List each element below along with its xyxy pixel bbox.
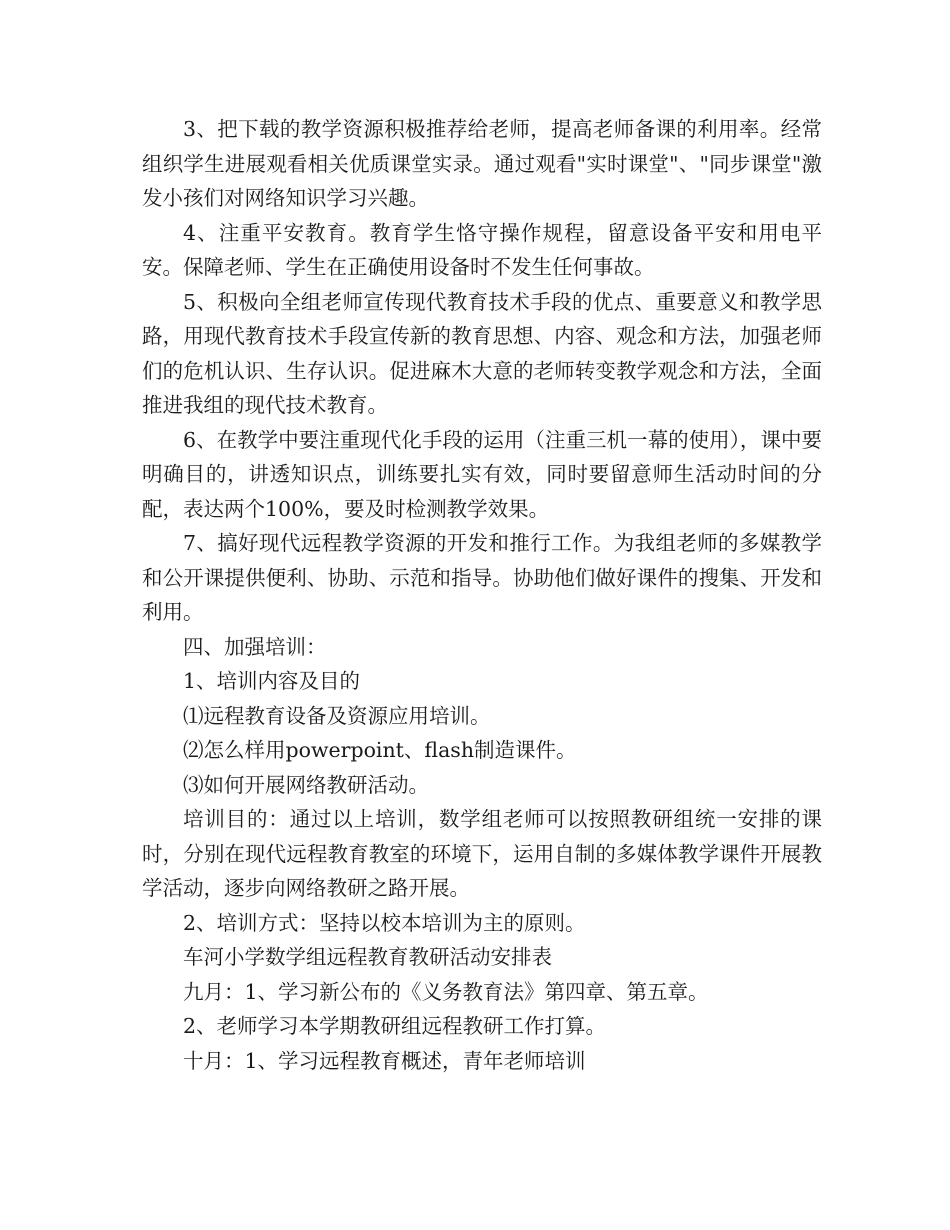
paragraph-safety-education: 4、注重平安教育。教育学生恪守操作规程，留意设备平安和用电平安。保障老师、学生在正确使用设备时不发生任何事故。 [142,220,822,279]
schedule-october: 十月：1、学习远程教育概述，青年老师培训 [183,1048,586,1073]
paragraph-training-purpose: 培训目的：通过以上培训，数学组老师可以按照教研组统一安排的课时，分别在现代远程教育教室的环境下，运用自制的多媒体教学课件开展教学活动，逐步向网络教研之路开展。 [142,807,822,900]
schedule-september-item-2: 2、老师学习本学期教研组远程教研工作打算。 [183,1014,607,1038]
paragraph-training-method: 2、培训方式：坚持以校本培训为主的原则。 [183,910,586,935]
list-item-courseware-training: ⑵怎么样用powerpoint、flash制造课件。 [183,738,577,762]
subheading-training-content: 1、培训内容及目的 [183,669,361,693]
schedule-september: 九月：1、学习新公布的《义务教育法》第四章、第五章。 [183,979,709,1004]
paragraph-modern-means: 6、在教学中要注重现代化手段的运用（注重三机一幕的使用），课中要明确目的，讲透知识点，训练要扎实有效，同时要留意师生活动时间的分配，表达两个100%，要及时检测教学效果。 [142,427,822,521]
paragraph-resource-development: 7、搞好现代远程教学资源的开发和推行工作。为我组老师的多媒教学和公开课提供便利、协助、示范和指导。协助他们做好课件的搜集、开发和利用。 [142,531,822,624]
list-item-equipment-training: ⑴远程教育设备及资源应用培训。 [183,703,491,728]
section-heading-training: 四、加强培训： [183,634,327,659]
document-body [142,112,822,1078]
paragraph-resource-recommend: 3、把下载的教学资源积极推荐给老师，提高老师备课的利用率。经常组织学生进展观看相关优质课堂实录。通过观看"实时课堂"、"同步课堂"激发小孩们对网络知识学习兴趣。 [142,117,822,210]
schedule-title: 车河小学数学组远程教育教研活动安排表 [183,945,552,969]
list-item-online-research: ⑶如何开展网络教研活动。 [183,772,429,797]
paragraph-promote-technology: 5、积极向全组老师宣传现代教育技术手段的优点、重要意义和教学思路，用现代教育技术手段宣传新的教育思想、内容、观念和方法，加强老师们的危机认识、生存认识。促进麻木大意的老师转变教学观念和方法，全面推进我组的现代技术教育。 [142,289,822,417]
